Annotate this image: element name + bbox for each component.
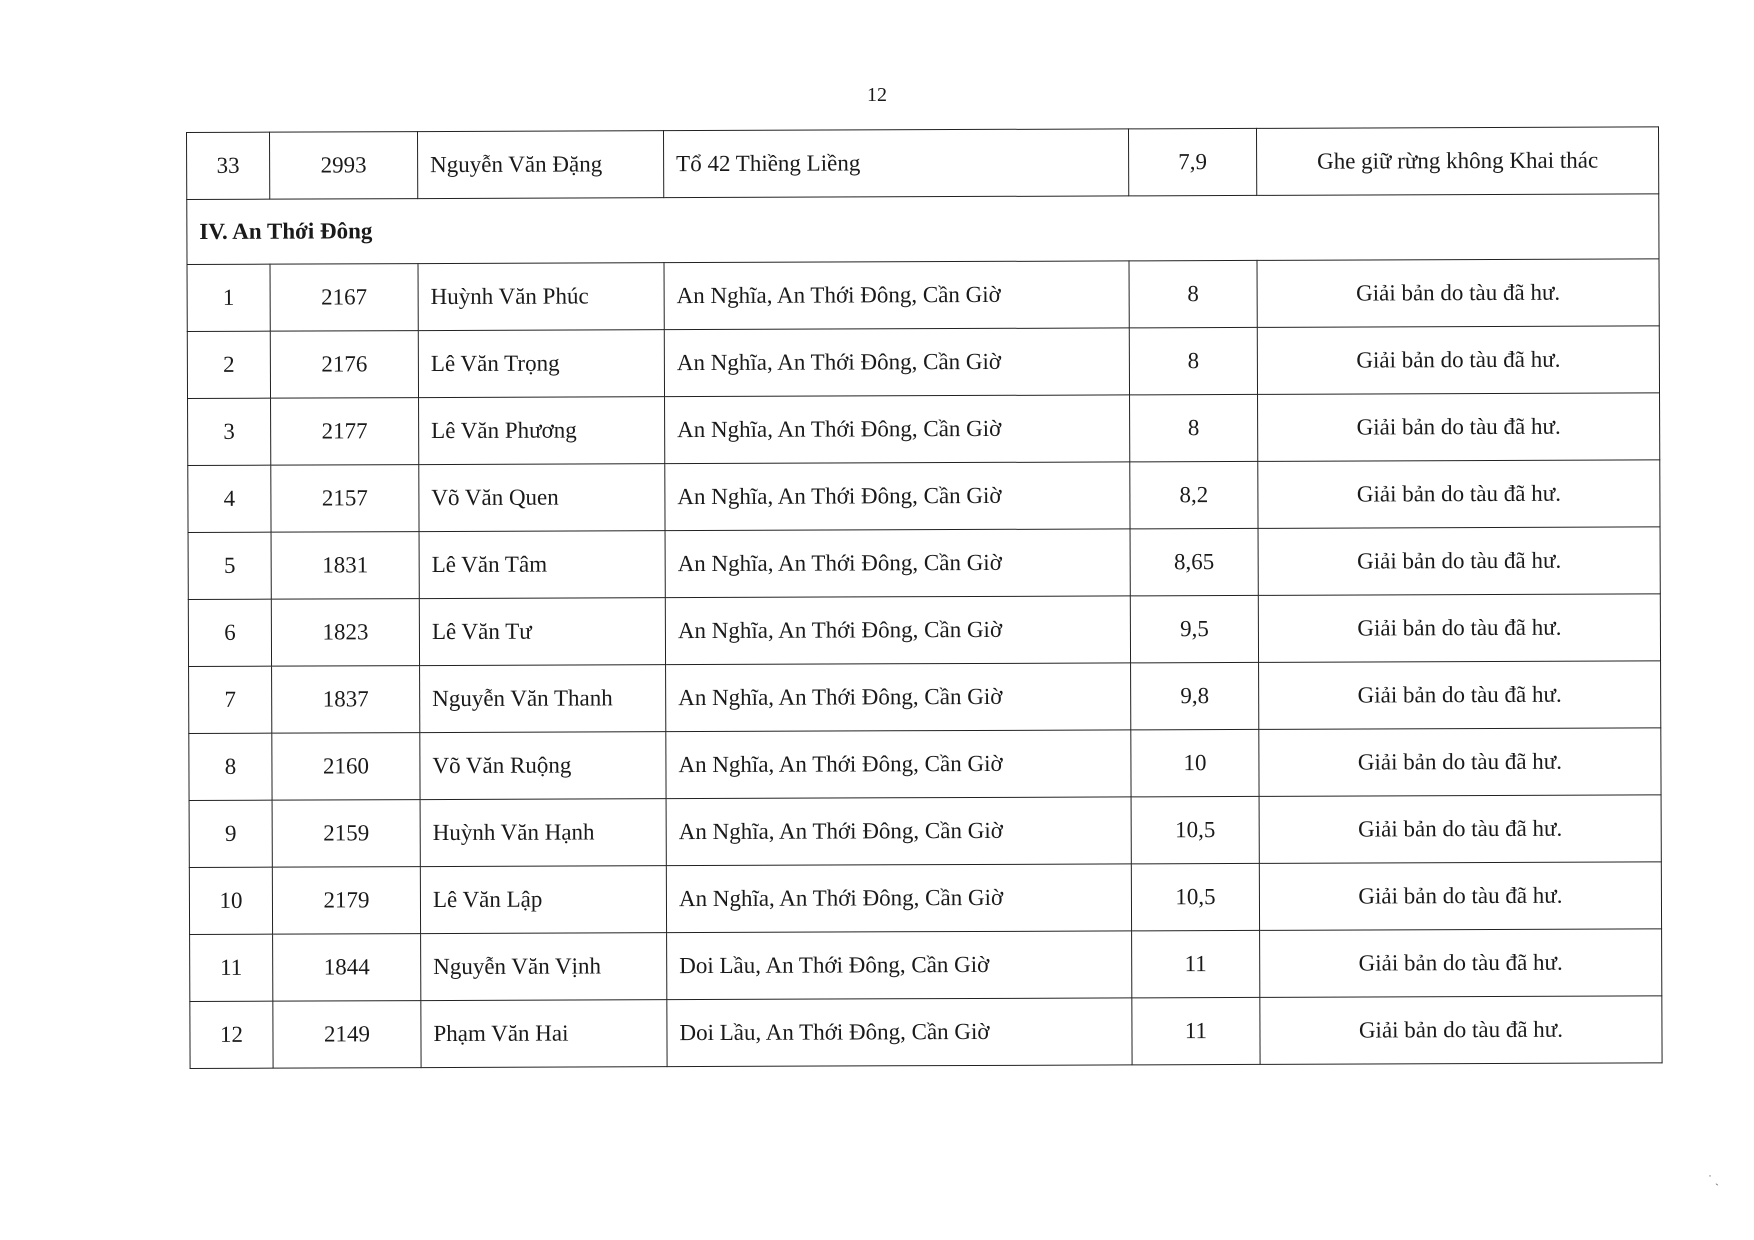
note-cell: Giải bản do tàu đã hư. bbox=[1259, 862, 1661, 931]
section-title: IV. An Thới Đông bbox=[187, 194, 1659, 265]
scan-artifact-mark: ˙ ˏ bbox=[1708, 1172, 1719, 1186]
size-cell: 9,5 bbox=[1130, 595, 1258, 662]
table-row bbox=[189, 862, 1661, 935]
table-row bbox=[188, 594, 1660, 667]
owner-name-cell: Lê Văn Lập bbox=[420, 866, 666, 934]
owner-name-cell: Phạm Văn Hai bbox=[421, 1000, 667, 1068]
note-cell: Giải bản do tàu đã hư. bbox=[1260, 996, 1662, 1065]
address-cell: An Nghĩa, An Thới Đông, Cần Giờ bbox=[665, 462, 1130, 531]
registration-code-cell: 1823 bbox=[271, 599, 419, 667]
row-number-cell: 8 bbox=[189, 733, 272, 800]
table-row bbox=[190, 996, 1662, 1069]
owner-name-cell: Lê Văn Phương bbox=[419, 397, 665, 465]
page-number: 12 bbox=[867, 84, 887, 106]
row-number-cell: 2 bbox=[187, 331, 270, 398]
registration-code-cell: 2160 bbox=[272, 733, 420, 801]
note-cell: Giải bản do tàu đã hư. bbox=[1258, 460, 1660, 529]
owner-name-cell: Lê Văn Tâm bbox=[419, 531, 665, 599]
address-cell: An Nghĩa, An Thới Đông, Cần Giờ bbox=[665, 529, 1130, 598]
table-row bbox=[190, 929, 1662, 1002]
size-cell: 8,2 bbox=[1130, 461, 1258, 528]
size-cell: 10,5 bbox=[1131, 863, 1259, 930]
owner-name-cell: Võ Văn Ruộng bbox=[420, 732, 666, 800]
registration-code-cell: 2179 bbox=[272, 867, 420, 935]
registration-code-cell: 2177 bbox=[271, 398, 419, 466]
size-cell: 8 bbox=[1129, 260, 1257, 327]
table-row bbox=[189, 795, 1661, 868]
size-cell: 8 bbox=[1130, 394, 1258, 461]
registration-code-cell: 2159 bbox=[272, 800, 420, 868]
owner-name-cell: Lê Văn Tư bbox=[419, 598, 665, 666]
owner-name-cell: Nguyễn Văn Đặng bbox=[418, 131, 664, 199]
size-cell: 7,9 bbox=[1128, 128, 1256, 195]
note-cell: Giải bản do tàu đã hư. bbox=[1258, 527, 1660, 596]
registration-code-cell: 2176 bbox=[270, 331, 418, 399]
size-cell: 10 bbox=[1131, 729, 1259, 796]
address-cell: An Nghĩa, An Thới Đông, Cần Giờ bbox=[665, 395, 1130, 464]
owner-name-cell: Võ Văn Quen bbox=[419, 464, 665, 532]
table-row bbox=[187, 259, 1659, 332]
address-cell: Doi Lầu, An Thới Đông, Cần Giờ bbox=[667, 931, 1132, 1000]
note-cell: Giải bản do tàu đã hư. bbox=[1259, 728, 1661, 797]
note-cell: Giải bản do tàu đã hư. bbox=[1258, 393, 1660, 462]
table-row bbox=[188, 393, 1660, 466]
row-number-cell: 1 bbox=[187, 264, 270, 331]
registration-code-cell: 2157 bbox=[271, 465, 419, 533]
note-cell: Giải bản do tàu đã hư. bbox=[1259, 795, 1661, 864]
size-cell: 8,65 bbox=[1130, 528, 1258, 595]
table-row bbox=[187, 326, 1659, 399]
row-number-cell: 12 bbox=[190, 1001, 273, 1068]
owner-name-cell: Huỳnh Văn Phúc bbox=[418, 263, 664, 331]
address-cell: Tổ 42 Thiềng Liềng bbox=[663, 129, 1128, 198]
row-number-cell: 4 bbox=[188, 465, 271, 532]
address-cell: An Nghĩa, An Thới Đông, Cần Giờ bbox=[666, 730, 1131, 799]
note-cell: Giải bản do tàu đã hư. bbox=[1258, 594, 1660, 663]
address-cell: Doi Lầu, An Thới Đông, Cần Giờ bbox=[667, 998, 1132, 1067]
owner-name-cell: Nguyễn Văn Thanh bbox=[420, 665, 666, 733]
row-number-cell: 6 bbox=[188, 599, 271, 666]
registration-code-cell: 2993 bbox=[270, 132, 418, 200]
owner-name-cell: Lê Văn Trọng bbox=[418, 330, 664, 398]
row-number-cell: 5 bbox=[188, 532, 271, 599]
owner-name-cell: Huỳnh Văn Hạnh bbox=[420, 799, 666, 867]
table-row bbox=[189, 728, 1661, 801]
note-cell: Ghe giữ rừng không Khai thác bbox=[1256, 127, 1658, 196]
size-cell: 11 bbox=[1132, 930, 1260, 997]
registration-code-cell: 1844 bbox=[273, 934, 421, 1002]
size-cell: 9,8 bbox=[1131, 662, 1259, 729]
row-number-cell: 10 bbox=[189, 867, 272, 934]
note-cell: Giải bản do tàu đã hư. bbox=[1257, 326, 1659, 395]
registry-table bbox=[186, 126, 1663, 1069]
address-cell: An Nghĩa, An Thới Đông, Cần Giờ bbox=[664, 328, 1129, 397]
row-number-cell: 11 bbox=[190, 934, 273, 1001]
address-cell: An Nghĩa, An Thới Đông, Cần Giờ bbox=[666, 663, 1131, 732]
size-cell: 8 bbox=[1129, 327, 1257, 394]
registration-code-cell: 1837 bbox=[272, 666, 420, 734]
address-cell: An Nghĩa, An Thới Đông, Cần Giờ bbox=[666, 864, 1131, 933]
size-cell: 11 bbox=[1132, 997, 1260, 1064]
section-header-row bbox=[187, 194, 1659, 265]
table-row bbox=[187, 127, 1659, 200]
row-number-cell: 3 bbox=[188, 398, 271, 465]
registration-code-cell: 2149 bbox=[273, 1001, 421, 1069]
address-cell: An Nghĩa, An Thới Đông, Cần Giờ bbox=[665, 596, 1130, 665]
note-cell: Giải bản do tàu đã hư. bbox=[1259, 661, 1661, 730]
registration-code-cell: 1831 bbox=[271, 532, 419, 600]
note-cell: Giải bản do tàu đã hư. bbox=[1257, 259, 1659, 328]
address-cell: An Nghĩa, An Thới Đông, Cần Giờ bbox=[664, 261, 1129, 330]
address-cell: An Nghĩa, An Thới Đông, Cần Giờ bbox=[666, 797, 1131, 866]
owner-name-cell: Nguyễn Văn Vịnh bbox=[421, 933, 667, 1001]
size-cell: 10,5 bbox=[1131, 796, 1259, 863]
row-number-cell: 9 bbox=[189, 800, 272, 867]
registration-code-cell: 2167 bbox=[270, 264, 418, 332]
table-row bbox=[189, 661, 1661, 734]
table-row bbox=[188, 527, 1660, 600]
row-number-cell: 7 bbox=[189, 666, 272, 733]
table-row bbox=[188, 460, 1660, 533]
note-cell: Giải bản do tàu đã hư. bbox=[1260, 929, 1662, 998]
row-number-cell: 33 bbox=[187, 132, 270, 199]
